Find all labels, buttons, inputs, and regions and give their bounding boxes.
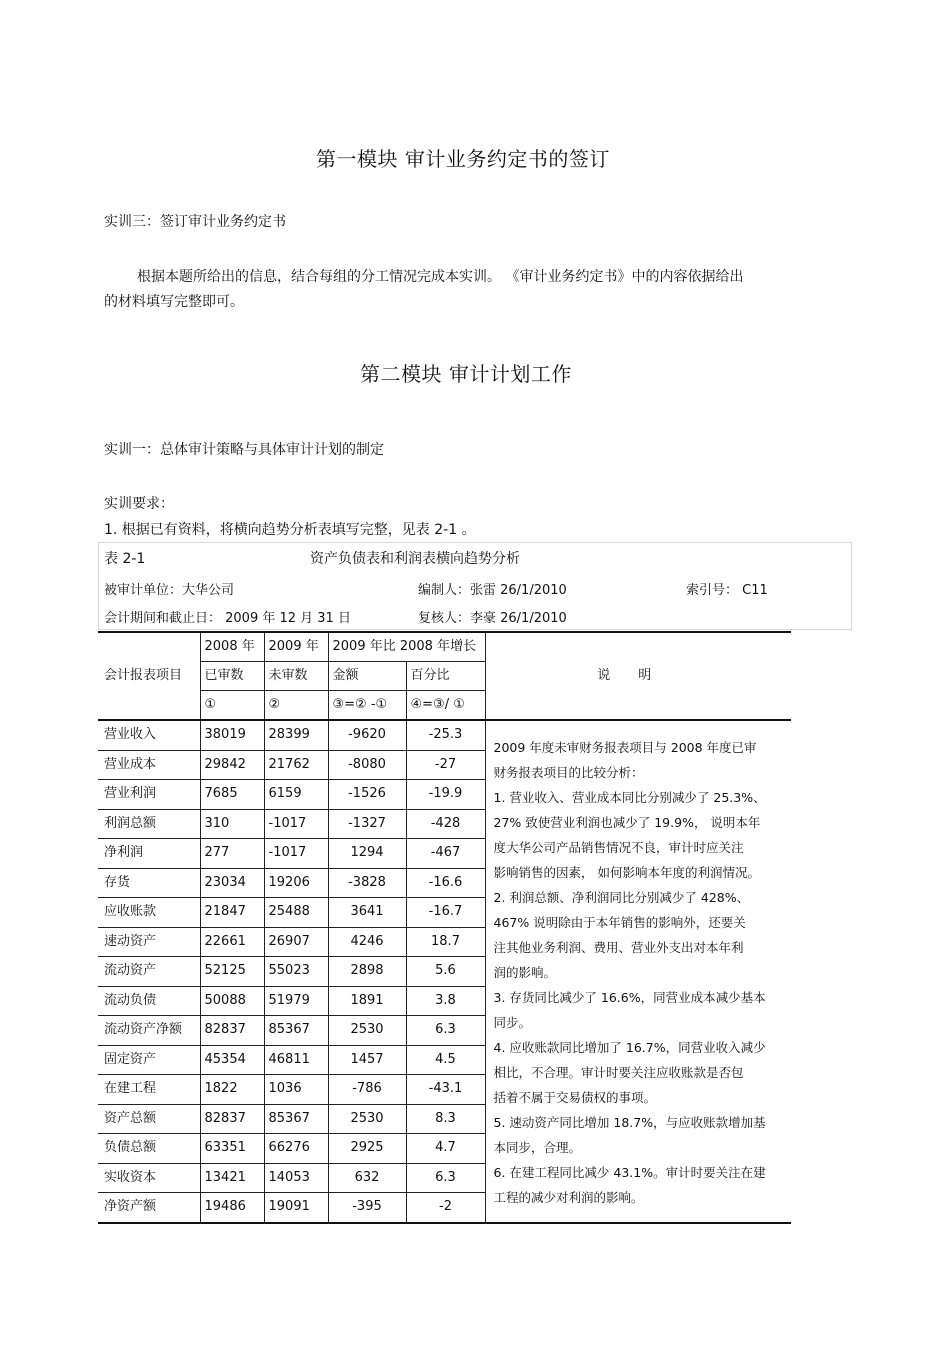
row-growth-amount: 2898 (328, 957, 406, 987)
module1-title: 第一模块 审计业务约定书的签订 (316, 147, 610, 171)
row-growth-percent: 4.5 (406, 1045, 485, 1075)
row-growth-percent: -428 (406, 809, 485, 839)
row-item: 负债总额 (98, 1134, 200, 1164)
header-note: 说明 (485, 632, 791, 720)
note-line: 本同步，合理。 (493, 1140, 582, 1155)
note-line: 度大华公司产品销售情况不良，审计时应关注 (493, 840, 744, 855)
row-growth-percent: -2 (406, 1193, 485, 1223)
note-line: 6. 在建工程同比减少 43.1%。审计时要关注在建 (493, 1165, 766, 1180)
row-growth-amount: -786 (328, 1075, 406, 1105)
row-growth-percent: 6.3 (406, 1163, 485, 1193)
row-2009-unaudited: -1017 (264, 809, 328, 839)
row-item: 流动资产净额 (98, 1016, 200, 1046)
note-line: 4. 应收账款同比增加了 16.7%，同营业收入减少 (493, 1040, 766, 1055)
row-2008-audited: 1822 (200, 1075, 264, 1105)
row-growth-percent: 18.7 (406, 927, 485, 957)
requirement-item-1: 1. 根据已有资料，将横向趋势分析表填写完整，见表 2-1 。 (104, 522, 476, 538)
note-line: 1. 营业收入、营业成本同比分别减少了 25.3%、 (493, 790, 766, 805)
row-item: 流动资产 (98, 957, 200, 987)
row-2008-audited: 82837 (200, 1016, 264, 1046)
row-item: 实收资本 (98, 1163, 200, 1193)
header-2008: 2008 年 (200, 632, 264, 662)
note-line: 同步。 (493, 1015, 532, 1030)
row-growth-percent: 3.8 (406, 986, 485, 1016)
note-line: 2009 年度未审财务报表项目与 2008 年度已审 (493, 740, 757, 755)
header-growth: 2009 年比 2008 年增长 (328, 632, 485, 662)
row-2008-audited: 310 (200, 809, 264, 839)
row-growth-amount: -1526 (328, 780, 406, 810)
reviewer: 复核人：李豪 26/1/2010 (418, 611, 567, 626)
row-2008-audited: 21847 (200, 898, 264, 928)
row-growth-percent: -27 (406, 750, 485, 780)
row-growth-amount: 1457 (328, 1045, 406, 1075)
audited-entity: 被审计单位：大华公司 (104, 583, 235, 598)
row-growth-percent: -16.6 (406, 868, 485, 898)
note-line: 467% 说明除由于本年销售的影响外，还要关 (493, 915, 746, 930)
row-2009-unaudited: 51979 (264, 986, 328, 1016)
row-2009-unaudited: 55023 (264, 957, 328, 987)
header-amount: 金额 (328, 662, 406, 691)
table-row (98, 720, 791, 750)
row-2008-audited: 38019 (200, 720, 264, 750)
row-growth-percent: -16.7 (406, 898, 485, 928)
row-growth-percent: 6.3 (406, 1016, 485, 1046)
row-growth-percent: 8.3 (406, 1104, 485, 1134)
row-item: 利润总额 (98, 809, 200, 839)
row-2008-audited: 22661 (200, 927, 264, 957)
index-number: 索引号： C11 (686, 583, 768, 598)
row-2009-unaudited: 46811 (264, 1045, 328, 1075)
row-2009-unaudited: 14053 (264, 1163, 328, 1193)
module2-subtitle: 实训一：总体审计策略与具体审计计划的制定 (104, 442, 384, 458)
row-2008-audited: 277 (200, 839, 264, 869)
row-growth-percent: 5.6 (406, 957, 485, 987)
note-line: 财务报表项目的比较分析： (493, 765, 644, 780)
row-growth-amount: 4246 (328, 927, 406, 957)
preparer: 编制人：张雷 26/1/2010 (418, 583, 567, 598)
row-item: 净利润 (98, 839, 200, 869)
row-item: 资产总额 (98, 1104, 200, 1134)
row-growth-amount: -1327 (328, 809, 406, 839)
row-2009-unaudited: 19206 (264, 868, 328, 898)
row-growth-percent: -43.1 (406, 1075, 485, 1105)
row-2009-unaudited: 21762 (264, 750, 328, 780)
row-2009-unaudited: 66276 (264, 1134, 328, 1164)
module1-paragraph-line2: 的材料填写完整即可。 (104, 294, 244, 310)
row-2009-unaudited: 85367 (264, 1016, 328, 1046)
header-col-2: ② (264, 691, 328, 721)
row-growth-percent: 4.7 (406, 1134, 485, 1164)
row-growth-amount: -8080 (328, 750, 406, 780)
row-2008-audited: 23034 (200, 868, 264, 898)
trend-analysis-table (98, 631, 791, 1224)
note-line: 影响销售的因素， 如何影响本年度的利润情况。 (493, 865, 760, 880)
header-col-1: ① (200, 691, 264, 721)
row-item: 净资产额 (98, 1193, 200, 1223)
row-item: 速动资产 (98, 927, 200, 957)
row-growth-amount: 2530 (328, 1104, 406, 1134)
row-item: 固定资产 (98, 1045, 200, 1075)
row-2008-audited: 29842 (200, 750, 264, 780)
row-growth-amount: 1294 (328, 839, 406, 869)
header-audited: 已审数 (200, 662, 264, 691)
row-item: 营业收入 (98, 720, 200, 750)
accounting-period: 会计期间和截止日： 2009 年 12 月 31 日 (104, 611, 351, 626)
row-2009-unaudited: -1017 (264, 839, 328, 869)
row-item: 存货 (98, 868, 200, 898)
row-2009-unaudited: 19091 (264, 1193, 328, 1223)
row-2009-unaudited: 28399 (264, 720, 328, 750)
row-2008-audited: 52125 (200, 957, 264, 987)
row-growth-amount: 2925 (328, 1134, 406, 1164)
row-2008-audited: 45354 (200, 1045, 264, 1075)
module1-paragraph-line1: 根据本题所给出的信息，结合每组的分工情况完成本实训。 《审计业务约定书》中的内容依据给出 (137, 269, 744, 285)
row-item: 营业利润 (98, 780, 200, 810)
note-line: 润的影响。 (493, 965, 557, 980)
note-line: 27% 致使营业利润也减少了 19.9%， 说明本年 (493, 815, 761, 830)
row-item: 在建工程 (98, 1075, 200, 1105)
row-growth-percent: -19.9 (406, 780, 485, 810)
note-line: 2. 利润总额、净利润同比分别减少了 428%、 (493, 890, 750, 905)
row-2008-audited: 19486 (200, 1193, 264, 1223)
note-line: 工程的减少对利润的影响。 (493, 1190, 644, 1205)
module2-title: 第二模块 审计计划工作 (360, 362, 572, 386)
row-2008-audited: 50088 (200, 986, 264, 1016)
header-col-3: ③=② -① (328, 691, 406, 721)
row-2009-unaudited: 6159 (264, 780, 328, 810)
note-line: 3. 存货同比减少了 16.6%，同营业成本减少基本 (493, 990, 766, 1005)
row-growth-amount: -395 (328, 1193, 406, 1223)
row-growth-amount: 2530 (328, 1016, 406, 1046)
row-growth-amount: 1891 (328, 986, 406, 1016)
table-number: 表 2-1 (104, 551, 146, 567)
note-line: 括着不属于交易债权的事项。 (493, 1090, 657, 1105)
row-growth-percent: -467 (406, 839, 485, 869)
module1-subtitle: 实训三：签订审计业务约定书 (104, 214, 286, 230)
row-2008-audited: 82837 (200, 1104, 264, 1134)
row-2008-audited: 13421 (200, 1163, 264, 1193)
row-growth-amount: -3828 (328, 868, 406, 898)
row-growth-percent: -25.3 (406, 720, 485, 750)
note-line: 相比，不合理。审计时要关注应收账款是否包 (493, 1065, 744, 1080)
row-2009-unaudited: 1036 (264, 1075, 328, 1105)
note-line: 注其他业务利润、费用、营业外支出对本年利 (493, 940, 744, 955)
row-2008-audited: 7685 (200, 780, 264, 810)
row-item: 应收账款 (98, 898, 200, 928)
note-line: 5. 速动资产同比增加 18.7%，与应收账款增加基 (493, 1115, 766, 1130)
header-unaudited: 未审数 (264, 662, 328, 691)
row-2009-unaudited: 25488 (264, 898, 328, 928)
header-item: 会计报表项目 (98, 632, 200, 720)
row-growth-amount: 3641 (328, 898, 406, 928)
header-2009: 2009 年 (264, 632, 328, 662)
row-item: 流动负债 (98, 986, 200, 1016)
header-col-4: ④=③/ ① (406, 691, 485, 721)
row-item: 营业成本 (98, 750, 200, 780)
analysis-notes (485, 720, 791, 1223)
row-2008-audited: 63351 (200, 1134, 264, 1164)
row-growth-amount: 632 (328, 1163, 406, 1193)
row-growth-amount: -9620 (328, 720, 406, 750)
table-header-row-1 (98, 632, 791, 662)
row-2009-unaudited: 26907 (264, 927, 328, 957)
header-percent: 百分比 (406, 662, 485, 691)
requirements-title: 实训要求： (104, 496, 174, 512)
table-title: 资产负债表和利润表横向趋势分析 (310, 551, 520, 567)
row-2009-unaudited: 85367 (264, 1104, 328, 1134)
